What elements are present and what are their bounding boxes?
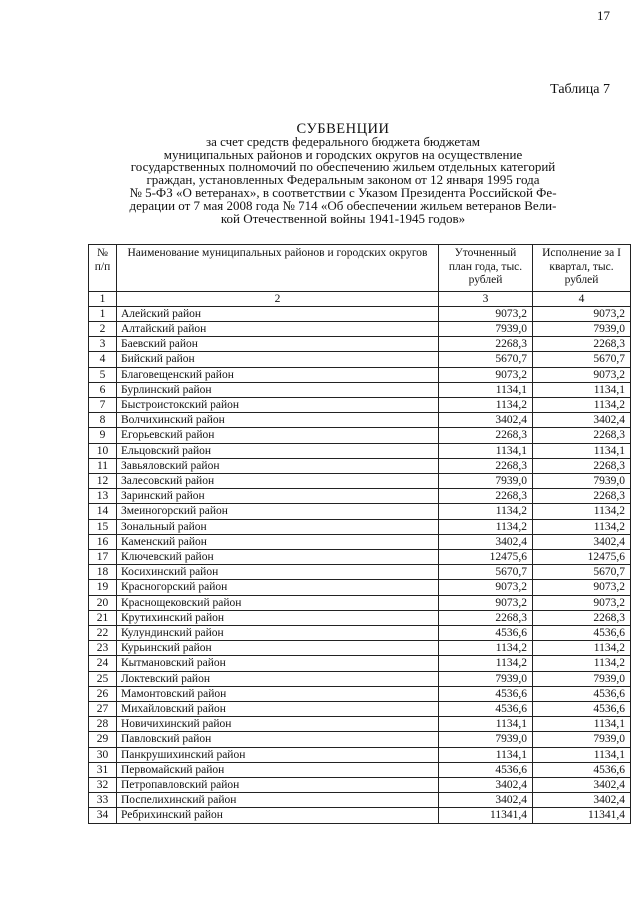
execution-value: 4536,6 bbox=[533, 686, 631, 701]
district-name: Каменский район bbox=[117, 534, 439, 549]
row-number: 17 bbox=[89, 549, 117, 564]
row-number: 29 bbox=[89, 732, 117, 747]
table-row bbox=[89, 625, 631, 640]
table-row bbox=[89, 534, 631, 549]
row-number: 28 bbox=[89, 717, 117, 732]
plan-value: 7939,0 bbox=[439, 321, 533, 336]
execution-value: 3402,4 bbox=[533, 778, 631, 793]
row-number: 20 bbox=[89, 595, 117, 610]
district-name: Быстроистокский район bbox=[117, 397, 439, 412]
table-row bbox=[89, 808, 631, 823]
plan-value: 9073,2 bbox=[439, 367, 533, 382]
table-row bbox=[89, 793, 631, 808]
execution-value: 7939,0 bbox=[533, 732, 631, 747]
table-row bbox=[89, 382, 631, 397]
subtitle-line: муниципальных районов и городских округов на осуществление bbox=[163, 146, 523, 162]
execution-value: 5670,7 bbox=[533, 352, 631, 367]
district-name: Залесовский район bbox=[117, 473, 439, 488]
row-number: 3 bbox=[89, 337, 117, 352]
execution-value: 2268,3 bbox=[533, 458, 631, 473]
district-name: Завьяловский район bbox=[117, 458, 439, 473]
table-row bbox=[89, 686, 631, 701]
district-name: Новичихинский район bbox=[117, 717, 439, 732]
table-row bbox=[89, 504, 631, 519]
table-row bbox=[89, 671, 631, 686]
plan-value: 1134,1 bbox=[439, 382, 533, 397]
row-number: 30 bbox=[89, 747, 117, 762]
execution-value: 3402,4 bbox=[533, 413, 631, 428]
header-plan: Уточненный план года, тыс. рублей bbox=[439, 245, 533, 292]
execution-value: 4536,6 bbox=[533, 762, 631, 777]
execution-value: 11341,4 bbox=[533, 808, 631, 823]
plan-value: 1134,2 bbox=[439, 504, 533, 519]
subtitle-line: государственных полномочий по обеспечению жильем отдельных категорий bbox=[130, 159, 556, 175]
plan-value: 2268,3 bbox=[439, 458, 533, 473]
column-index: 4 bbox=[533, 291, 631, 306]
row-number: 1 bbox=[89, 306, 117, 321]
plan-value: 9073,2 bbox=[439, 595, 533, 610]
execution-value: 12475,6 bbox=[533, 549, 631, 564]
table-row bbox=[89, 595, 631, 610]
execution-value: 2268,3 bbox=[533, 610, 631, 625]
execution-value: 5670,7 bbox=[533, 565, 631, 580]
district-name: Павловский район bbox=[117, 732, 439, 747]
plan-value: 1134,2 bbox=[439, 641, 533, 656]
district-name: Волчихинский район bbox=[117, 413, 439, 428]
row-number: 34 bbox=[89, 808, 117, 823]
plan-value: 9073,2 bbox=[439, 580, 533, 595]
row-number: 11 bbox=[89, 458, 117, 473]
row-number: 26 bbox=[89, 686, 117, 701]
district-name: Баевский район bbox=[117, 337, 439, 352]
row-number: 18 bbox=[89, 565, 117, 580]
table-row bbox=[89, 717, 631, 732]
plan-value: 1134,2 bbox=[439, 519, 533, 534]
execution-value: 7939,0 bbox=[533, 671, 631, 686]
row-number: 33 bbox=[89, 793, 117, 808]
plan-value: 1134,2 bbox=[439, 656, 533, 671]
table-row bbox=[89, 473, 631, 488]
district-name: Зональный район bbox=[117, 519, 439, 534]
plan-value: 4536,6 bbox=[439, 686, 533, 701]
district-name: Краснощековский район bbox=[117, 595, 439, 610]
table-row bbox=[89, 732, 631, 747]
subventions-table bbox=[88, 244, 631, 824]
district-name: Крутихинский район bbox=[117, 610, 439, 625]
plan-value: 4536,6 bbox=[439, 701, 533, 716]
subtitle-line: кой Отечественной войны 1941-1945 годов» bbox=[220, 210, 466, 226]
subtitle-line: дерации от 7 мая 2008 года № 714 «Об обеспечении жильем ветеранов Вели- bbox=[129, 197, 557, 213]
plan-value: 9073,2 bbox=[439, 306, 533, 321]
execution-value: 2268,3 bbox=[533, 489, 631, 504]
table-header-row bbox=[89, 245, 631, 292]
row-number: 22 bbox=[89, 625, 117, 640]
execution-value: 9073,2 bbox=[533, 306, 631, 321]
table-row bbox=[89, 306, 631, 321]
page-number: 17 bbox=[597, 8, 610, 23]
column-index: 1 bbox=[89, 291, 117, 306]
plan-value: 11341,4 bbox=[439, 808, 533, 823]
table-row bbox=[89, 413, 631, 428]
execution-value: 1134,2 bbox=[533, 641, 631, 656]
table-row bbox=[89, 321, 631, 336]
district-name: Бийский район bbox=[117, 352, 439, 367]
table-row bbox=[89, 641, 631, 656]
table-row bbox=[89, 549, 631, 564]
plan-value: 2268,3 bbox=[439, 489, 533, 504]
column-index-row bbox=[89, 291, 631, 306]
row-number: 10 bbox=[89, 443, 117, 458]
column-index: 3 bbox=[439, 291, 533, 306]
execution-value: 9073,2 bbox=[533, 367, 631, 382]
execution-value: 3402,4 bbox=[533, 534, 631, 549]
execution-value: 1134,1 bbox=[533, 717, 631, 732]
plan-value: 1134,1 bbox=[439, 747, 533, 762]
row-number: 32 bbox=[89, 778, 117, 793]
plan-value: 7939,0 bbox=[439, 732, 533, 747]
district-name: Косихинский район bbox=[117, 565, 439, 580]
row-number: 12 bbox=[89, 473, 117, 488]
district-name: Змеиногорский район bbox=[117, 504, 439, 519]
district-name: Петропавловский район bbox=[117, 778, 439, 793]
row-number: 19 bbox=[89, 580, 117, 595]
plan-value: 1134,1 bbox=[439, 717, 533, 732]
plan-value: 3402,4 bbox=[439, 534, 533, 549]
row-number: 21 bbox=[89, 610, 117, 625]
header-exec: Исполнение за I квартал, тыс. рублей bbox=[533, 245, 631, 292]
table-row bbox=[89, 489, 631, 504]
header-name: Наименование муниципальных районов и городских округов bbox=[117, 245, 439, 292]
plan-value: 5670,7 bbox=[439, 565, 533, 580]
table-row bbox=[89, 656, 631, 671]
document-title: СУБВЕНЦИИ bbox=[296, 121, 390, 137]
table-row bbox=[89, 519, 631, 534]
row-number: 7 bbox=[89, 397, 117, 412]
district-name: Курьинский район bbox=[117, 641, 439, 656]
execution-value: 2268,3 bbox=[533, 428, 631, 443]
row-number: 8 bbox=[89, 413, 117, 428]
plan-value: 2268,3 bbox=[439, 337, 533, 352]
row-number: 5 bbox=[89, 367, 117, 382]
district-name: Заринский район bbox=[117, 489, 439, 504]
district-name: Локтевский район bbox=[117, 671, 439, 686]
row-number: 25 bbox=[89, 671, 117, 686]
execution-value: 9073,2 bbox=[533, 595, 631, 610]
plan-value: 4536,6 bbox=[439, 762, 533, 777]
subtitle-line: № 5-ФЗ «О ветеранах», в соответствии с Указом Президента Российской Фе- bbox=[129, 184, 557, 200]
execution-value: 2268,3 bbox=[533, 337, 631, 352]
row-number: 14 bbox=[89, 504, 117, 519]
execution-value: 7939,0 bbox=[533, 321, 631, 336]
column-index: 2 bbox=[117, 291, 439, 306]
row-number: 9 bbox=[89, 428, 117, 443]
plan-value: 2268,3 bbox=[439, 428, 533, 443]
execution-value: 1134,1 bbox=[533, 382, 631, 397]
district-name: Михайловский район bbox=[117, 701, 439, 716]
execution-value: 9073,2 bbox=[533, 580, 631, 595]
row-number: 6 bbox=[89, 382, 117, 397]
table-row bbox=[89, 428, 631, 443]
district-name: Ельцовский район bbox=[117, 443, 439, 458]
row-number: 23 bbox=[89, 641, 117, 656]
table-row bbox=[89, 580, 631, 595]
district-name: Ключевский район bbox=[117, 549, 439, 564]
district-name: Ребрихинский район bbox=[117, 808, 439, 823]
subtitle-line: за счет средств федерального бюджета бюджетам bbox=[205, 133, 481, 149]
table-row bbox=[89, 610, 631, 625]
district-name: Мамонтовский район bbox=[117, 686, 439, 701]
plan-value: 7939,0 bbox=[439, 671, 533, 686]
execution-value: 1134,2 bbox=[533, 397, 631, 412]
row-number: 4 bbox=[89, 352, 117, 367]
district-name: Алейский район bbox=[117, 306, 439, 321]
table-row bbox=[89, 367, 631, 382]
execution-value: 7939,0 bbox=[533, 473, 631, 488]
table-row bbox=[89, 443, 631, 458]
plan-value: 1134,1 bbox=[439, 443, 533, 458]
subtitle-line: граждан, установленных Федеральным законом от 12 января 1995 года bbox=[146, 172, 540, 188]
row-number: 16 bbox=[89, 534, 117, 549]
table-row bbox=[89, 565, 631, 580]
table-row bbox=[89, 397, 631, 412]
table-row bbox=[89, 747, 631, 762]
row-number: 13 bbox=[89, 489, 117, 504]
table-row bbox=[89, 337, 631, 352]
execution-value: 1134,2 bbox=[533, 504, 631, 519]
execution-value: 4536,6 bbox=[533, 625, 631, 640]
district-name: Первомайский район bbox=[117, 762, 439, 777]
row-number: 15 bbox=[89, 519, 117, 534]
plan-value: 12475,6 bbox=[439, 549, 533, 564]
execution-value: 1134,1 bbox=[533, 747, 631, 762]
table-row bbox=[89, 458, 631, 473]
row-number: 2 bbox=[89, 321, 117, 336]
plan-value: 4536,6 bbox=[439, 625, 533, 640]
plan-value: 7939,0 bbox=[439, 473, 533, 488]
execution-value: 1134,2 bbox=[533, 656, 631, 671]
execution-value: 1134,1 bbox=[533, 443, 631, 458]
row-number: 27 bbox=[89, 701, 117, 716]
plan-value: 3402,4 bbox=[439, 793, 533, 808]
plan-value: 3402,4 bbox=[439, 413, 533, 428]
district-name: Бурлинский район bbox=[117, 382, 439, 397]
plan-value: 2268,3 bbox=[439, 610, 533, 625]
district-name: Панкрушихинский район bbox=[117, 747, 439, 762]
table-row bbox=[89, 701, 631, 716]
execution-value: 4536,6 bbox=[533, 701, 631, 716]
row-number: 24 bbox=[89, 656, 117, 671]
header-num: № п/п bbox=[89, 245, 117, 292]
plan-value: 3402,4 bbox=[439, 778, 533, 793]
row-number: 31 bbox=[89, 762, 117, 777]
district-name: Поспелихинский район bbox=[117, 793, 439, 808]
district-name: Егорьевский район bbox=[117, 428, 439, 443]
execution-value: 3402,4 bbox=[533, 793, 631, 808]
table-label: Таблица 7 bbox=[550, 82, 610, 97]
document-heading bbox=[88, 123, 598, 225]
district-name: Кытмановский район bbox=[117, 656, 439, 671]
plan-value: 1134,2 bbox=[439, 397, 533, 412]
district-name: Благовещенский район bbox=[117, 367, 439, 382]
table-row bbox=[89, 762, 631, 777]
plan-value: 5670,7 bbox=[439, 352, 533, 367]
district-name: Красногорский район bbox=[117, 580, 439, 595]
district-name: Алтайский район bbox=[117, 321, 439, 336]
table-row bbox=[89, 778, 631, 793]
district-name: Кулундинский район bbox=[117, 625, 439, 640]
execution-value: 1134,2 bbox=[533, 519, 631, 534]
table-row bbox=[89, 352, 631, 367]
